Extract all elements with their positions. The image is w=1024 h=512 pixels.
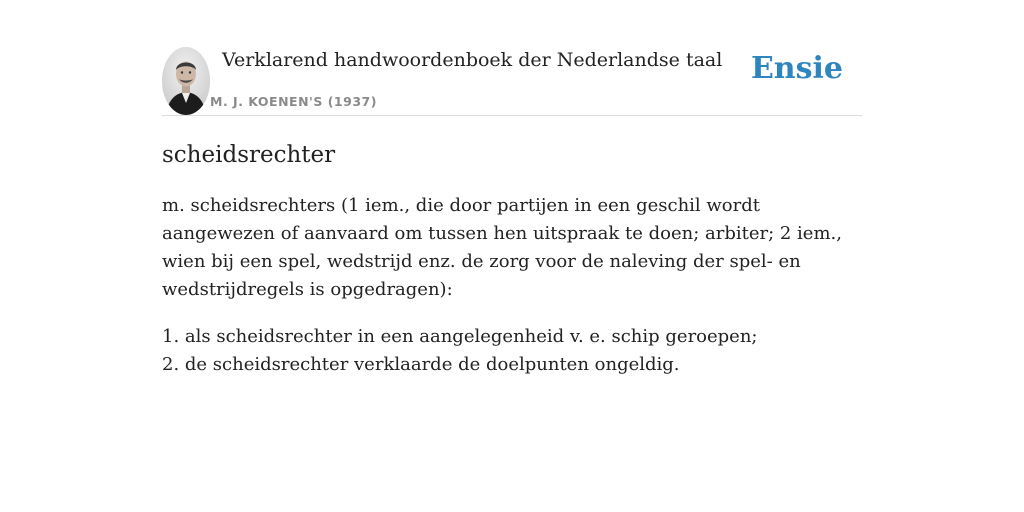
dictionary-author: M. J. KOENEN'S (1937) (210, 94, 377, 109)
ensie-logo-link[interactable]: Ensie (750, 51, 843, 86)
entry-definition: m. scheidsrechters (1 iem., die door partijen in een geschil wordt aangewezen of aanvaard om tussen hen uitspraak te doen; arbiter; 2 iem., wien bij een spel, wedstrijd enz. de zorg voor de naleving der spel- en wedstrijdregels is opgedragen): (162, 195, 842, 300)
dictionary-header (162, 45, 862, 116)
dictionary-title: Verklarend handwoordenboek der Nederlandse taal (222, 49, 723, 71)
entry-headword: scheidsrechter (162, 142, 336, 168)
example-item: 1. als scheidsrechter in een aangelegenheid v. e. schip geroepen; (162, 326, 758, 347)
author-portrait (162, 47, 210, 115)
entry-examples (162, 323, 862, 379)
example-item: 2. de scheidsrechter verklaarde de doelpunten ongeldig. (162, 354, 680, 375)
